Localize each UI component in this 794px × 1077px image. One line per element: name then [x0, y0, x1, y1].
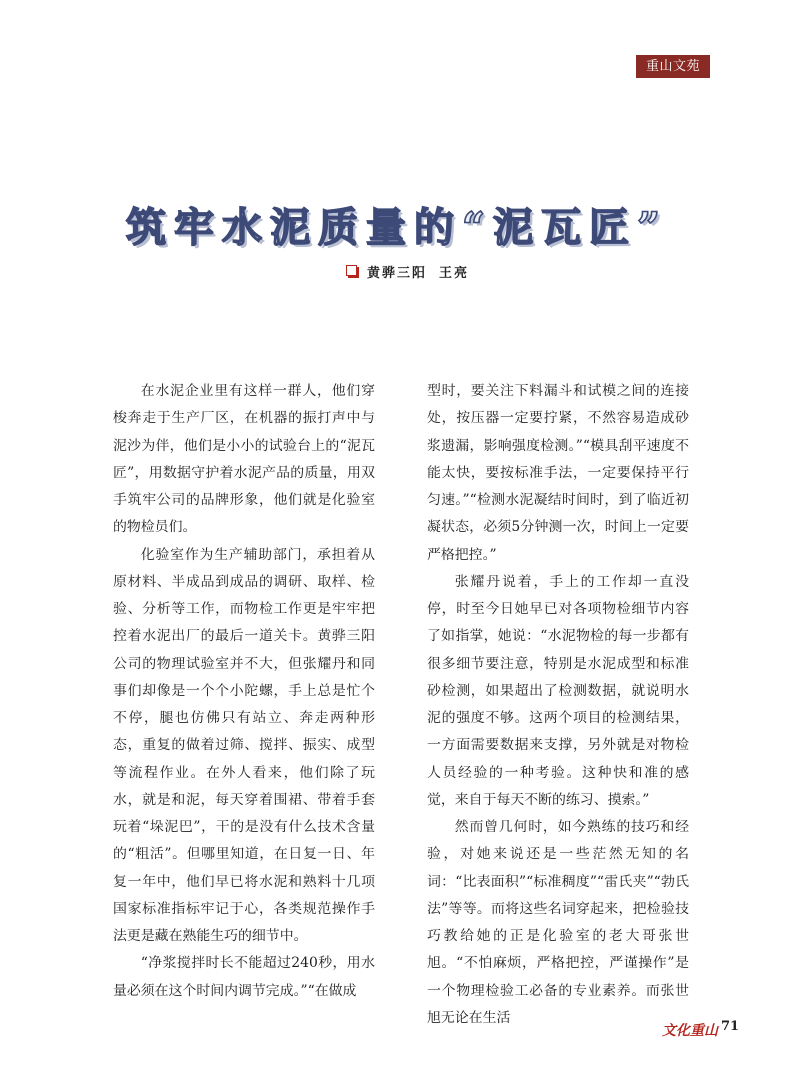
paragraph: 在水泥企业里有这样一群人，他们穿梭奔走于生产厂区，在机器的振打声中与泥沙为伴，他们是小小的试验台上的“泥瓦匠”，用数据守护着水泥产品的质量，用双手筑牢公司的品牌形象，他们就是化验室的物检员们。 [113, 383, 375, 536]
magazine-logo: 文化重山 [662, 1023, 718, 1039]
section-tag: 重山文苑 [636, 55, 710, 78]
paragraph: “净浆搅拌时长不能超过240秒，用水量必须在这个时间内调节完成。”“在做成 [113, 955, 375, 999]
article-title: 筑牢水泥质量的“泥瓦匠” [125, 204, 668, 251]
right-column [427, 378, 689, 1032]
page-number: 71 [721, 1019, 740, 1034]
square-bullet-icon [346, 265, 357, 276]
paragraph-continued: 型时，要关注下料漏斗和试模之间的连接处，按压器一定要拧紧，不然容易造成砂浆遗漏，影响强度检测。”“模具刮平速度不能太快，要按标准手法，一定要保持平行匀速。”“检测水泥凝结时间时，到了临近初凝状态，必须5分钟测一次，时间上一定要严格把控。” [427, 383, 689, 563]
paragraph: 化验室作为生产辅助部门，承担着从原材料、半成品到成品的调研、取样、检验、分析等工作，而物检工作更是牢牢把控着水泥出厂的最后一道关卡。黄骅三阳公司的物理试验室并不大，但张耀丹和同事们却像是一个个小陀螺，手上总是忙个不停，腿也仿佛只有站立、奔走两种形态，重复的做着过筛、搅拌、振实、成型等流程作业。在外人看来，他们除了玩水，就是和泥，每天穿着围裙、带着手套玩着“垛泥巴”，干的是没有什么技术含量的“粗活”。但哪里知道，在日复一日、年复一年中，他们早已将水泥和熟料十几项国家标准指标牢记于心，各类规范操作手法更是藏在熟能生巧的细节中。 [113, 546, 375, 944]
paragraph: 张耀丹说着，手上的工作却一直没停，时至今日她早已对各项物检细节内容了如指掌，她说：“水泥物检的每一步都有很多细节要注意，特别是水泥成型和标准砂检测，如果超出了检测数据，就说明水泥的强度不够。这两个项目的检测结果，一方面需要数据来支撑，另外就是对物检人员经验的一种考验。这种快和准的感觉，来自于每天不断的练习、摸索。” [427, 573, 689, 808]
byline-author: 王亮 [439, 265, 470, 281]
byline [346, 262, 469, 280]
paragraph: 然而曾几何时，如今熟练的技巧和经验，对她来说还是一些茫然无知的名词：“比表面积”“标准稠度”“雷氏夹”“勃氏法”等等。而将这些名词穿起来，把检验技巧教给她的正是化验室的老大哥张世旭。“不怕麻烦，严格把控，严谨操作”是一个物理检验工必备的专业素养。而张世旭无论在生活 [427, 819, 689, 1026]
left-column [113, 378, 375, 1005]
byline-text [367, 262, 469, 281]
byline-org: 黄骅三阳 [367, 265, 428, 281]
